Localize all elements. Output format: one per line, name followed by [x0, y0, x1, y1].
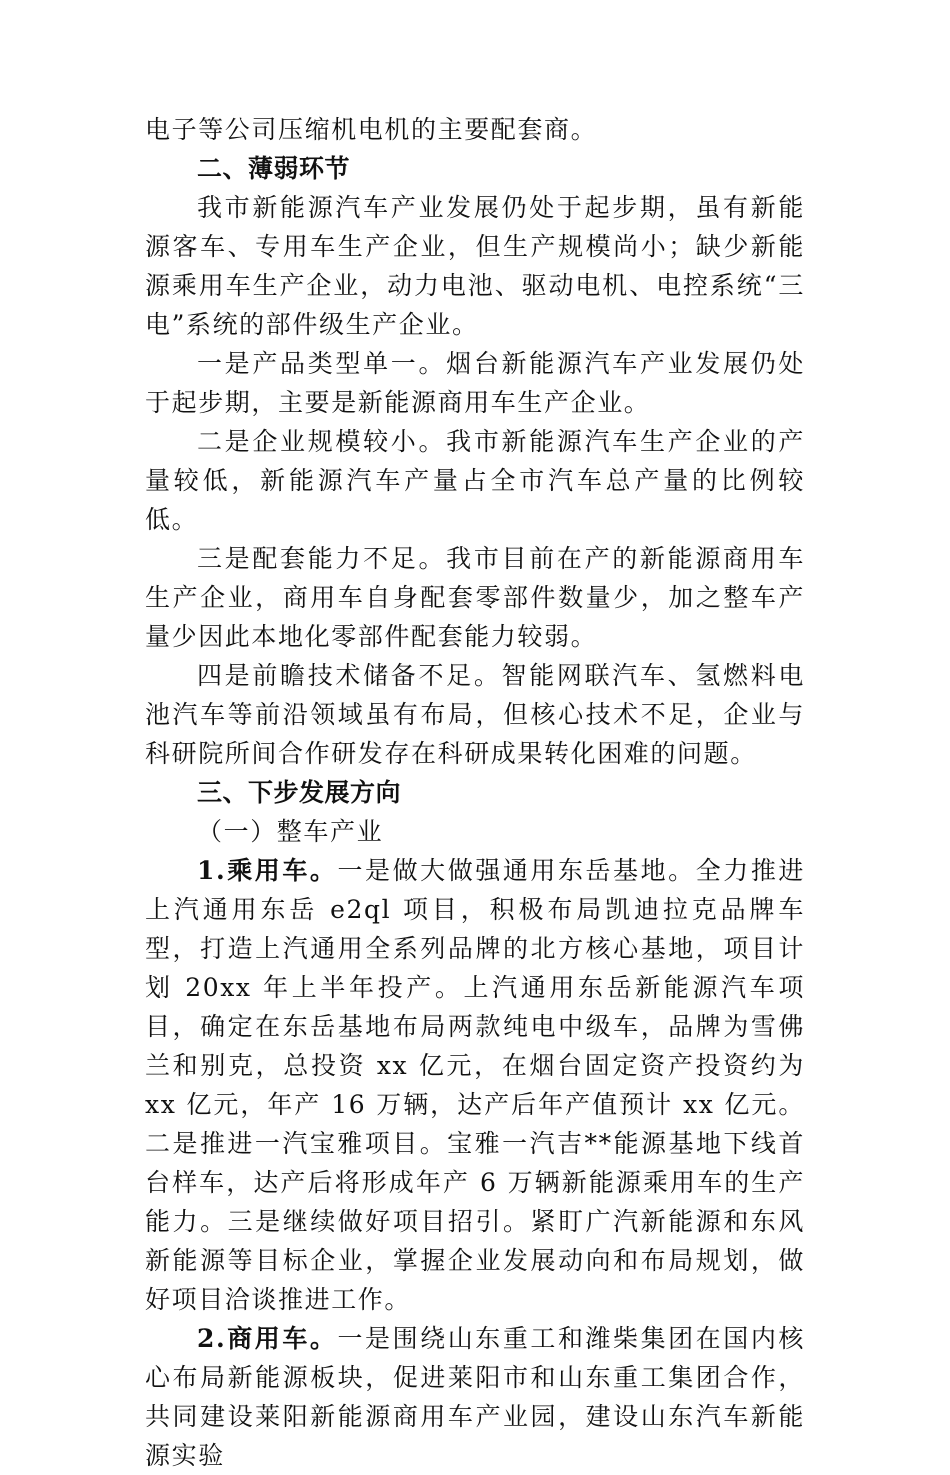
paragraph-continuation: 电子等公司压缩机电机的主要配套商。 — [145, 115, 598, 144]
paragraph-point-two: 二是企业规模较小。我市新能源汽车生产企业的产量较低，新能源汽车产量占全市汽车总产量的比例较低。 — [145, 427, 805, 534]
section-heading-weak-links: 二、薄弱环节 — [197, 154, 351, 183]
paragraph-point-three: 三是配套能力不足。我市目前在产的新能源商用车生产企业，商用车自身配套零部件数量少，加之整车产量少因此本地化零部件配套能力较弱。 — [145, 544, 805, 651]
paragraph-commercial-vehicles — [145, 1319, 805, 1475]
commercial-vehicles-body: 一是围绕山东重工和潍柴集团在国内核心布局新能源板块，促进莱阳市和山东重工集团合作，共同建设莱阳新能源商用车产业园，建设山东汽车新能源实验 — [145, 1324, 805, 1470]
passenger-cars-body: 一是做大做强通用东岳基地。全力推进上汽通用东岳 e2ql 项目，积极布局凯迪拉克品牌车型，打造上汽通用全系列品牌的北方核心基地，项目计划 20xx 年上半年投产。上汽通用东岳新能源汽车项目，确定在东岳基地布局两款纯电中级车，品牌为雪佛兰和别克，总投资 xx 亿元，在烟台固定资产投资约为 xx 亿元，年产 16 万辆，达产后年产值预计 xx 亿元。二是推进一汽宝雅项目。宝雅一汽吉**能源基地下线首台样车，达产后将形成年产 6 万辆新能源乘用车的生产能力。三是继续做好项目招引。紧盯广汽新能源和东风新能源等目标企业，掌握企业发展动向和布局规划，做好项目洽谈推进工作。 — [145, 856, 805, 1314]
document-body — [145, 110, 805, 1475]
paragraph-overview: 我市新能源汽车产业发展仍处于起步期，虽有新能源客车、专用车生产企业，但生产规模尚小；缺少新能源乘用车生产企业，动力电池、驱动电机、电控系统“三电”系统的部件级生产企业。 — [145, 193, 805, 339]
subsection-heading-vehicle-industry: （一）整车产业 — [197, 817, 384, 846]
paragraph-passenger-cars — [145, 851, 805, 1319]
paragraph-point-four: 四是前瞻技术储备不足。智能网联汽车、氢燃料电池汽车等前沿领域虽有布局，但核心技术不足，企业与科研院所间合作研发存在科研成果转化困难的问题。 — [145, 661, 805, 768]
passenger-cars-lead: 1.乘用车。 — [197, 856, 338, 885]
commercial-vehicles-lead: 2.商用车。 — [197, 1324, 338, 1353]
section-heading-next-steps: 三、下步发展方向 — [197, 778, 402, 807]
paragraph-point-one: 一是产品类型单一。烟台新能源汽车产业发展仍处于起步期，主要是新能源商用车生产企业。 — [145, 349, 805, 417]
